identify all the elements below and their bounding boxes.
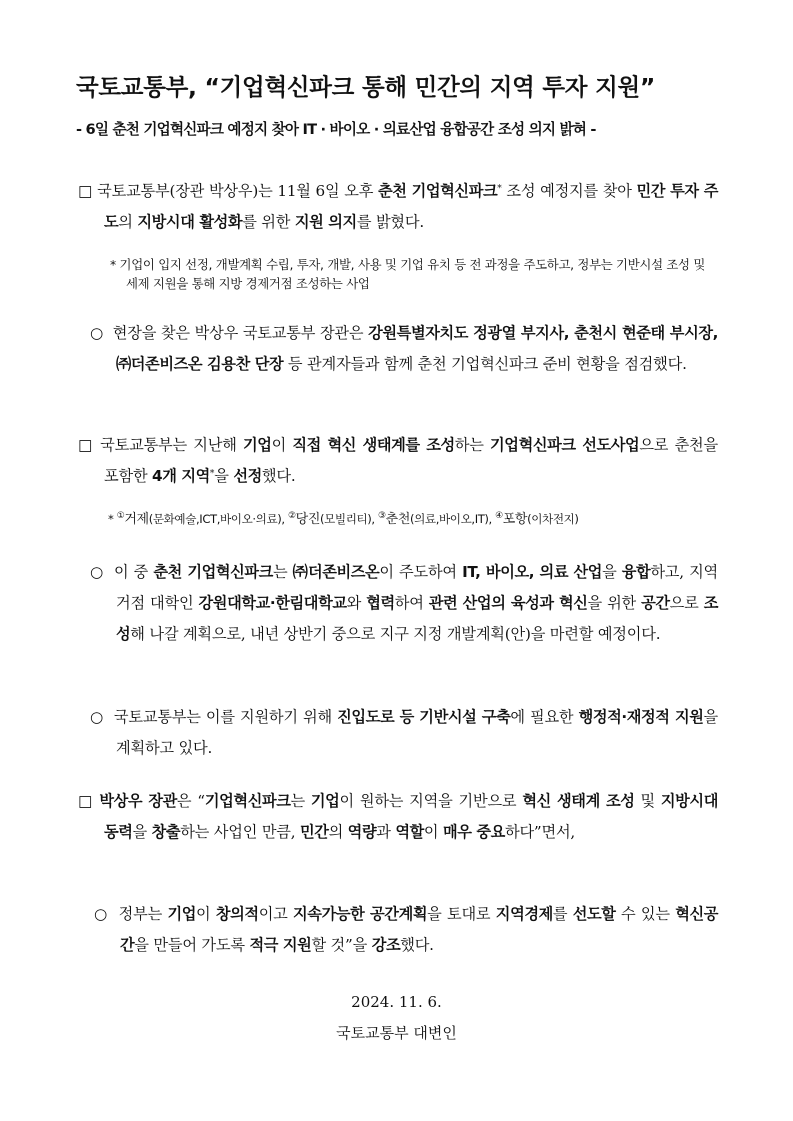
emphasis-text: 창출 bbox=[151, 823, 181, 841]
emphasis-text: 관련 산업의 육성과 혁신 bbox=[428, 594, 588, 612]
emphasis-text: 매우 중요 bbox=[442, 823, 505, 841]
region-industries: (이차전지) bbox=[527, 512, 579, 526]
emphasis-text: 진입도로 등 기반시설 구축 bbox=[337, 708, 511, 726]
document-subtitle: - 6일 춘천 기업혁신파크 예정지 찾아 IT · 바이오 · 의료산업 융합공간 조성 의지 밝혀 - bbox=[76, 121, 596, 138]
emphasis-text: 역량 bbox=[347, 823, 377, 841]
emphasis-text: 춘천 기업혁신파크 bbox=[153, 563, 273, 581]
emphasis-text: 융합 bbox=[621, 563, 651, 581]
emphasis-text: 지방시대 동력 bbox=[104, 792, 718, 841]
text-run: 을 bbox=[132, 823, 152, 841]
emphasis-text: 기업혁신파크 bbox=[204, 792, 291, 810]
emphasis-text: 기업 bbox=[167, 905, 196, 923]
region-industries: (의료,바이오,IT), bbox=[410, 512, 496, 526]
text-run: 수 있는 bbox=[615, 905, 676, 923]
section-1-footnote bbox=[110, 255, 716, 293]
section-1-paragraph bbox=[78, 176, 718, 238]
text-run: 국토교통부는 이를 지원하기 위해 bbox=[113, 708, 338, 726]
release-date: 2024. 11. 6. bbox=[351, 993, 442, 1011]
document-title: 국토교통부, “기업혁신파크 통해 민간의 지역 투자 지원” bbox=[76, 73, 656, 101]
square-bullet: □ bbox=[78, 436, 94, 454]
emphasis-text: 지속가능한 공간계획 bbox=[293, 905, 428, 923]
emphasis-text: 혁신공간 bbox=[120, 905, 719, 954]
emphasis-text: 선정 bbox=[233, 467, 262, 485]
text-run: 하는 bbox=[454, 436, 491, 454]
region-list bbox=[117, 512, 579, 526]
region-name: 거제 bbox=[124, 512, 149, 527]
text-run: 이 bbox=[195, 905, 216, 923]
emphasis-text: 기업 bbox=[310, 792, 340, 810]
region-name: 춘천 bbox=[385, 512, 410, 527]
emphasis-text: 공간 bbox=[641, 594, 670, 612]
text-run: 으로 bbox=[669, 594, 704, 612]
circle-bullet: ○ bbox=[90, 708, 104, 726]
circle-bullet: ○ bbox=[90, 324, 104, 342]
emphasis-text: 4개 지역 bbox=[152, 467, 210, 485]
region-item bbox=[495, 512, 578, 526]
section-2-sub-2-paragraph bbox=[90, 702, 718, 764]
emphasis-text: 지역경제 bbox=[495, 905, 553, 923]
region-item bbox=[378, 512, 495, 526]
text-run: 했다. bbox=[400, 936, 434, 954]
region-number: ④ bbox=[495, 511, 503, 521]
emphasis-text: IT, 바이오, 의료 산업 bbox=[462, 563, 603, 581]
text-run: 국토교통부(장관 박상우)는 11월 6일 오후 bbox=[97, 182, 379, 200]
region-footnote bbox=[108, 510, 579, 529]
text-run: 국토교통부는 지난해 bbox=[100, 436, 244, 454]
text-run: 과 bbox=[376, 823, 396, 841]
footnote-text: 기업이 입지 선정, 개발계획 수립, 투자, 개발, 사용 및 기업 유치 등 전 과정을 주도하고, 정부는 기반시설 조성 및 세제 지원을 통해 지방 경제거점 조성하는 사업 bbox=[119, 257, 706, 291]
text-run: 를 위한 bbox=[242, 213, 295, 231]
text-run: 하고, 지역 거점 대학인 bbox=[116, 563, 719, 612]
region-industries: (모빌리티), bbox=[319, 512, 378, 526]
text-run: 의 bbox=[328, 823, 348, 841]
text-run: 를 밝혔다. bbox=[356, 213, 424, 231]
emphasis-text: 행정적·재정적 지원 bbox=[578, 708, 704, 726]
text-run: 이 bbox=[423, 823, 443, 841]
footnote-mark: * bbox=[497, 184, 502, 194]
region-item bbox=[117, 512, 288, 526]
section-1-sub-1-paragraph bbox=[90, 318, 718, 380]
square-bullet: □ bbox=[78, 792, 94, 810]
emphasis-text: 창의적 bbox=[215, 905, 259, 923]
emphasis-text: 혁신 생태계 조성 bbox=[522, 792, 635, 810]
section-2-text bbox=[100, 436, 718, 485]
section-1-text bbox=[97, 182, 718, 231]
section-1-sub-1-text bbox=[113, 324, 718, 373]
region-number: ③ bbox=[378, 511, 386, 521]
text-run: 을 bbox=[214, 467, 234, 485]
emphasis-text: 직접 혁신 생태계를 조성 bbox=[292, 436, 455, 454]
document-footer bbox=[0, 987, 793, 1049]
emphasis-text: 강조 bbox=[371, 936, 401, 954]
footnote-asterisk: * bbox=[110, 257, 116, 272]
text-run: 을 토대로 bbox=[427, 905, 496, 923]
emphasis-text: 역할 bbox=[395, 823, 424, 841]
section-2-sub-1-text bbox=[114, 563, 718, 643]
emphasis-text: 기업혁신파크 선도사업 bbox=[490, 436, 640, 454]
text-run: 하여 bbox=[394, 594, 429, 612]
section-3-sub-1-paragraph bbox=[94, 899, 719, 961]
text-run: 및 bbox=[634, 792, 661, 810]
text-run: 이고 bbox=[258, 905, 294, 923]
region-item bbox=[288, 512, 378, 526]
emphasis-text: 강원특별자치도 정광열 부지사, 춘천시 현준태 부시장, ㈜더존비즈온 김용찬 단장 bbox=[116, 324, 718, 373]
text-run: 이 중 bbox=[114, 563, 154, 581]
text-run: 현장을 찾은 박상우 국토교통부 장관은 bbox=[112, 324, 369, 342]
region-number: ② bbox=[287, 511, 296, 521]
emphasis-text: 박상우 장관 bbox=[99, 792, 177, 810]
text-run: 하는 사업인 만큼, bbox=[180, 823, 301, 841]
spokesperson: 국토교통부 대변인 bbox=[336, 1024, 457, 1042]
text-run: 을 위한 bbox=[587, 594, 642, 612]
section-3-paragraph bbox=[78, 786, 718, 848]
text-run: 이 원하는 지역을 기반으로 bbox=[339, 792, 523, 810]
emphasis-text: 조성 bbox=[116, 594, 718, 643]
text-run: 해 나갈 계획으로, 내년 상반기 중으로 지구 지정 개발계획(안)을 마련할 예정이다. bbox=[130, 625, 661, 643]
text-run: 를 bbox=[552, 905, 573, 923]
emphasis-text: ㈜더존비즈온 bbox=[292, 563, 380, 581]
emphasis-text: 선도할 bbox=[572, 905, 616, 923]
emphasis-text: 민간 bbox=[300, 823, 329, 841]
text-run: 이 주도하여 bbox=[379, 563, 463, 581]
text-run: 등 관계자들과 함께 춘천 기업혁신파크 준비 현황을 점검했다. bbox=[283, 355, 687, 373]
circle-bullet: ○ bbox=[94, 905, 108, 923]
text-run: 조성 예정지를 찾아 bbox=[501, 182, 637, 200]
circle-bullet: ○ bbox=[90, 563, 104, 581]
section-2-sub-2-text bbox=[114, 708, 718, 757]
region-number: ① bbox=[116, 511, 125, 521]
footnote-mark: * bbox=[209, 469, 215, 479]
section-3-sub-1-text bbox=[119, 905, 718, 954]
text-run: 이 bbox=[271, 436, 293, 454]
text-run: 으로 춘천을 포함한 bbox=[104, 436, 718, 485]
text-run: 할 것”을 bbox=[311, 936, 372, 954]
emphasis-text: 강원대학교·한림대학교 bbox=[198, 594, 347, 612]
text-run: 을 만들어 가도록 bbox=[134, 936, 250, 954]
section-2-paragraph bbox=[78, 430, 718, 492]
region-industries: (문화예술,ICT,바이오·의료), bbox=[148, 512, 288, 526]
text-run: 하다”면서, bbox=[504, 823, 576, 841]
text-run: 을 계획하고 있다. bbox=[116, 708, 718, 757]
text-run: 에 필요한 bbox=[510, 708, 579, 726]
square-bullet: □ bbox=[78, 182, 93, 200]
section-2-sub-1-paragraph bbox=[90, 557, 719, 650]
emphasis-text: 춘천 기업혁신파크 bbox=[378, 182, 498, 200]
section-3-text bbox=[99, 792, 718, 841]
text-run: 는 bbox=[272, 563, 293, 581]
emphasis-text: 지방시대 활성화 bbox=[137, 213, 243, 231]
text-run: 했다. bbox=[261, 467, 296, 485]
emphasis-text: 적극 지원 bbox=[249, 936, 312, 954]
footnote-asterisk: * bbox=[108, 512, 114, 526]
emphasis-text: 민간 투자 주도 bbox=[104, 182, 718, 231]
text-run: 정부는 bbox=[118, 905, 168, 923]
region-name: 당진 bbox=[295, 512, 320, 527]
text-run: 는 bbox=[290, 792, 311, 810]
region-name: 포항 bbox=[502, 512, 528, 527]
text-run: 와 bbox=[346, 594, 367, 612]
text-run: 의 bbox=[118, 213, 138, 231]
text-run: 을 bbox=[602, 563, 622, 581]
emphasis-text: 기업 bbox=[243, 436, 272, 454]
emphasis-text: 협력 bbox=[366, 594, 395, 612]
emphasis-text: 지원 의지 bbox=[294, 213, 357, 231]
text-run: 은 “ bbox=[176, 792, 205, 810]
